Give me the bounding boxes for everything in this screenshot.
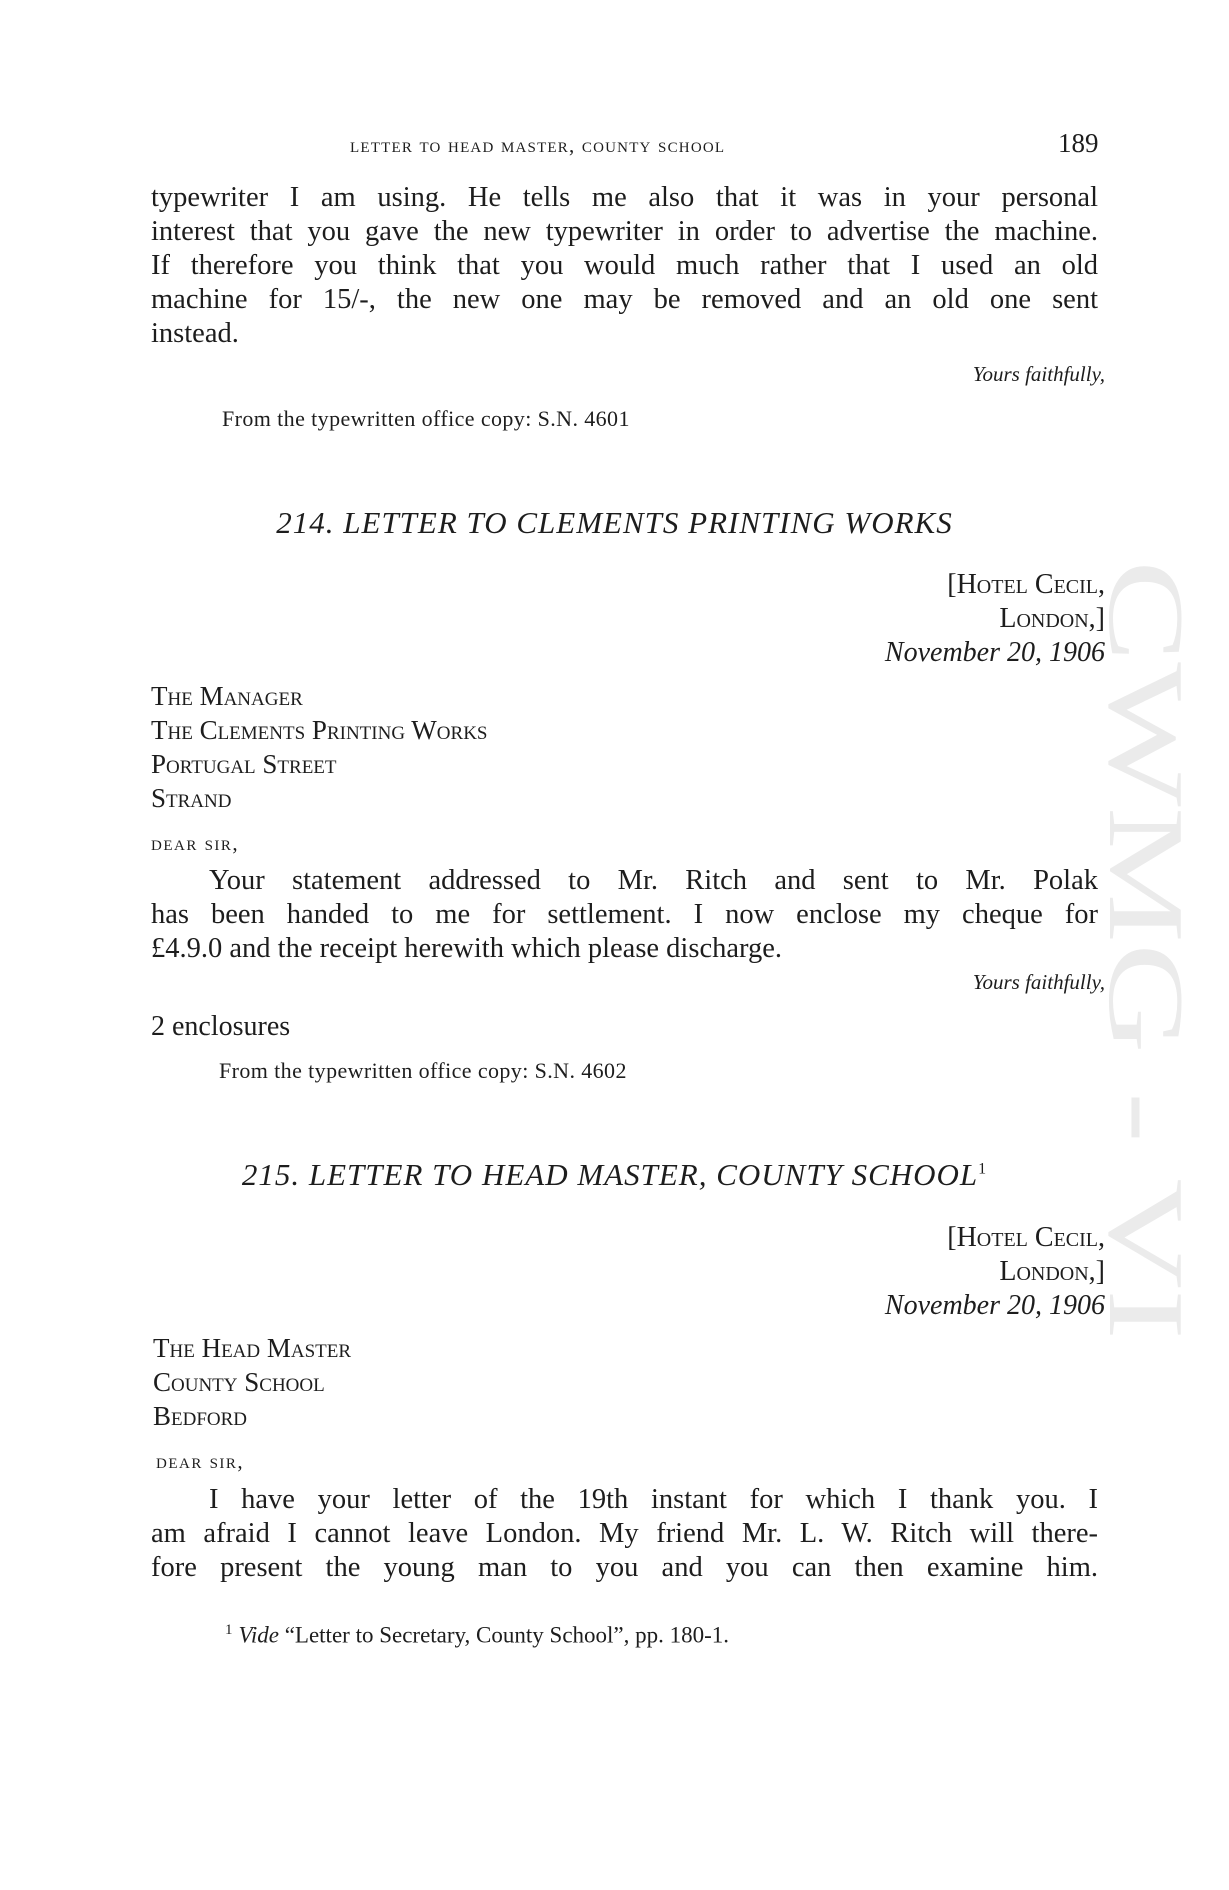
letter-214-enclosures: 2 enclosures	[151, 1011, 291, 1042]
recipient-line: Portugal Street	[151, 749, 337, 779]
letter-214-closing: Yours faithfully,	[972, 970, 1105, 994]
recipient-line: The Manager	[151, 681, 303, 711]
letter-214-salutation: dear sir,	[151, 831, 240, 855]
letter-214-recipient	[151, 679, 487, 815]
heading-text: 215. LETTER TO HEAD MASTER, COUNTY SCHOOL	[241, 1157, 979, 1192]
page-number: 189	[1058, 128, 1099, 158]
prev-letter-paragraph	[151, 181, 1098, 351]
paragraph-line: Your statement addressed to Mr. Ritch and sent to Mr. Polak	[209, 865, 1098, 896]
footnote-text: “Letter to Secretary, County School”, pp. 180-1.	[284, 1622, 730, 1648]
letter-214-source: From the typewritten office copy: S.N. 4602	[219, 1058, 627, 1083]
letter-215-address	[885, 1221, 1105, 1323]
letter-date: November 20, 1906	[884, 637, 1105, 668]
recipient-line: Bedford	[153, 1401, 248, 1431]
letter-214-address	[885, 568, 1105, 670]
recipient-line: The Clements Printing Works	[151, 715, 488, 745]
address-line: London,]	[999, 1256, 1105, 1287]
paragraph-line: am afraid I cannot leave London. My friend Mr. L. W. Ritch will there-	[151, 1518, 1098, 1549]
address-line: [Hotel Cecil,	[947, 569, 1105, 600]
footnote-number: 1	[225, 1622, 233, 1638]
paragraph-line: machine for 15/-, the new one may be removed and an old one sent	[151, 284, 1098, 315]
running-head: letter to head master, county school	[350, 133, 726, 157]
letter-215-salutation: dear sir,	[156, 1449, 245, 1473]
watermark-text: CWMG - VI	[1086, 560, 1205, 1110]
footnote	[225, 1622, 729, 1649]
paragraph-line: I have your letter of the 19th instant for which I thank you. I	[209, 1484, 1098, 1515]
address-line: [Hotel Cecil,	[947, 1222, 1105, 1253]
paragraph-line: fore present the young man to you and you can then examine him.	[151, 1552, 1098, 1583]
paragraph-line: If therefore you think that you would much rather that I used an old	[151, 250, 1098, 281]
prev-letter-closing: Yours faithfully,	[972, 362, 1105, 386]
watermark	[1086, 560, 1205, 1340]
letter-214-heading: 214. LETTER TO CLEMENTS PRINTING WORKS	[276, 505, 953, 540]
letter-215-recipient	[153, 1331, 351, 1433]
address-line: London,]	[999, 603, 1105, 634]
paragraph-line: instead.	[151, 318, 239, 349]
paragraph-line: £4.9.0 and the receipt herewith which please discharge.	[151, 933, 782, 964]
footnote-mark: 1	[978, 1160, 988, 1178]
paragraph-line: has been handed to me for settlement. I now enclose my cheque for	[151, 899, 1098, 930]
recipient-line: The Head Master	[153, 1333, 352, 1363]
letter-215-paragraph	[151, 1483, 1098, 1585]
recipient-line: Strand	[151, 783, 232, 813]
paragraph-line: typewriter I am using. He tells me also that it was in your personal	[151, 182, 1098, 213]
recipient-line: County School	[153, 1367, 325, 1397]
letter-date: November 20, 1906	[884, 1290, 1105, 1321]
letter-215-heading	[0, 1157, 1229, 1193]
prev-letter-source: From the typewritten office copy: S.N. 4601	[222, 406, 630, 431]
letter-214-paragraph	[151, 864, 1098, 966]
paragraph-line: interest that you gave the new typewriter in order to advertise the machine.	[151, 216, 1098, 247]
footnote-vide: Vide	[238, 1622, 279, 1648]
